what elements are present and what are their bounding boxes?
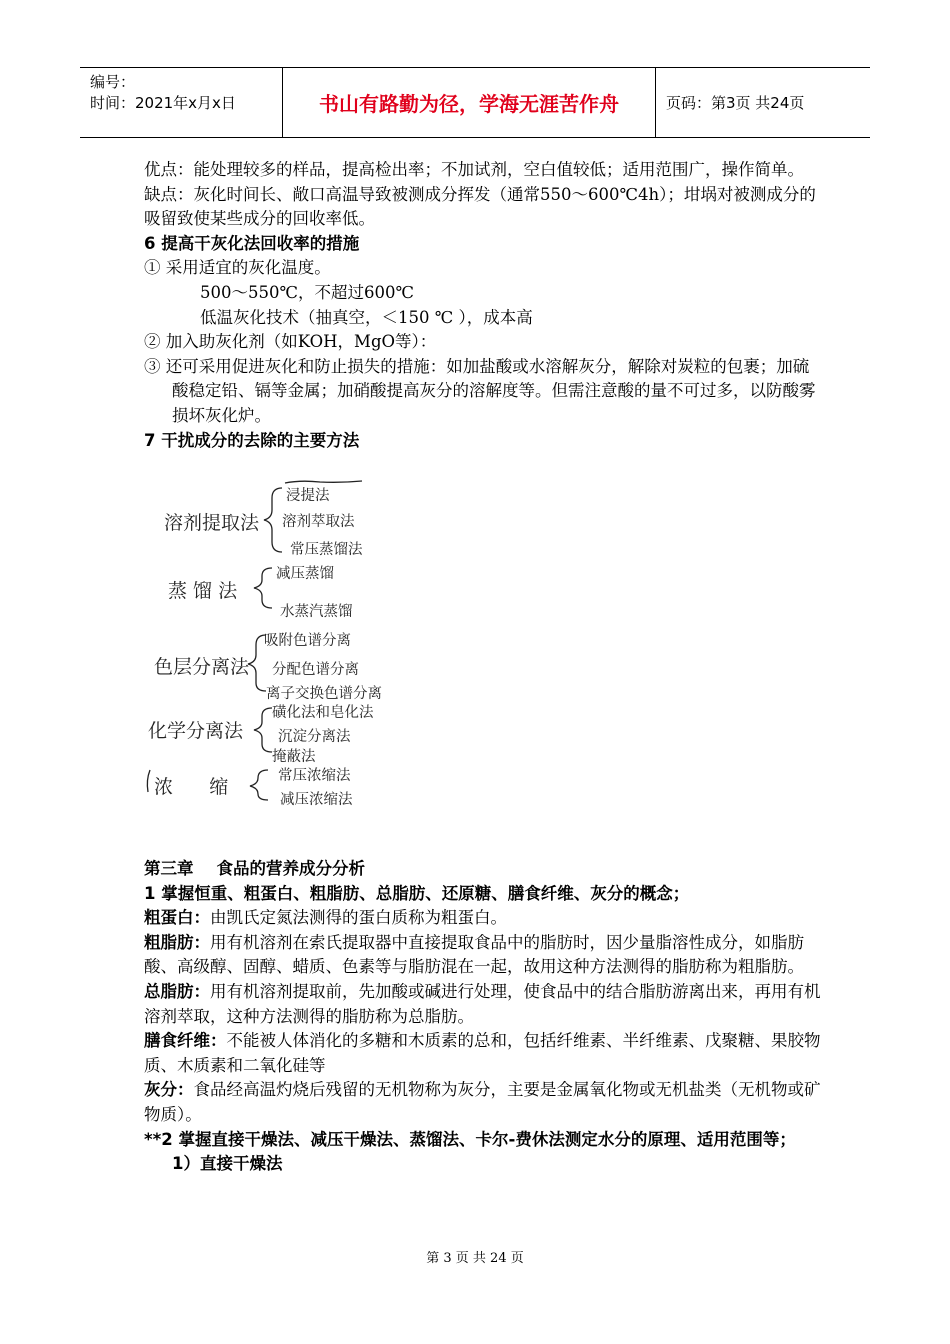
- def-crude-fat: [144, 931, 824, 980]
- group-distillation: 蒸 馏 法: [168, 580, 238, 602]
- item-steam-distillation: 水蒸汽蒸馏: [280, 604, 353, 620]
- item-vacuum-distillation: 减压蒸馏: [276, 566, 334, 582]
- time-label: 时间：2021年x月x日: [90, 94, 236, 112]
- measure-2: ② 加入助灰化剂（如KOH，MgO等）：: [144, 332, 437, 352]
- motto: 书山有路勤为径，学海无涯苦作舟: [282, 68, 656, 137]
- header-left-cell: [80, 68, 282, 137]
- item-partition-chromatography: 分配色谱分离: [272, 662, 359, 678]
- lower-section: [144, 857, 824, 1177]
- group-concentration: 浓 缩: [154, 776, 229, 798]
- text-total-fat: 用有机溶剂提取前，先加酸或碱进行处理，使食品中的结合脂肪游离出来，再用有机溶剂萃取，这种方法测得的脂肪称为总脂肪。: [144, 981, 821, 1026]
- text-ash: 食品经高温灼烧后残留的无机物称为灰分，主要是金属氧化物或无机盐类（无机物或矿物质）。: [144, 1080, 821, 1124]
- group-solvent-extraction: 溶剂提取法: [164, 512, 260, 534]
- item-masking: 掩蔽法: [272, 749, 316, 765]
- term-crude-protein: 粗蛋白：: [144, 908, 210, 928]
- heading-6: 6 提高干灰化法回收率的措施: [144, 233, 360, 253]
- group-chemical-separation: 化学分离法: [148, 720, 244, 742]
- chapter-title: 第三章 食品的营养成分分析: [144, 859, 365, 878]
- code-label: 编号：: [90, 73, 136, 91]
- heading-1: 1 掌握恒重、粗蛋白、粗脂肪、总脂肪、还原糖、膳食纤维、灰分的概念；: [144, 883, 690, 903]
- item-adsorption-chromatography: 吸附色谱分离: [264, 633, 351, 649]
- text-dietary-fiber: 不能被人体消化的多糖和木质素的总和，包括纤维素、半纤维素、戊聚糖、果胶物质、木质素和二氧化硅等: [144, 1031, 821, 1075]
- def-total-fat: [144, 980, 824, 1029]
- measure-1a: 500～550℃，不超过600℃: [200, 282, 414, 302]
- subheading-direct-drying: 1）直接干燥法: [172, 1154, 283, 1174]
- measure-3: ③ 还可采用促进灰化和防止损失的措施：如加盐酸或水溶解灰分，解除对炭粒的包裹；加硫酸稳定铅、镉等金属；加硝酸提高灰分的溶解度等。但需注意酸的量不可过多，以防酸雾损坏灰化炉。: [144, 356, 816, 425]
- advantages: 优点：能处理较多的样品，提高检出率；不加试剂，空白值较低；适用范围广，操作简单。: [144, 160, 804, 179]
- term-crude-fat: 粗脂肪：: [144, 932, 210, 952]
- page-footer: 第 3 页 共 24 页: [426, 1251, 524, 1266]
- measure-1: ① 采用适宜的灰化温度。: [144, 258, 331, 278]
- text-crude-fat: 用有机溶剂在索氏提取器中直接提取食品中的脂肪时，因少量脂溶性成分，如脂肪酸、高级醇、固醇、蜡质、色素等与脂肪混在一起，故用这种方法测得的脂肪称为粗脂肪。: [144, 932, 804, 977]
- header-table: [80, 67, 870, 138]
- text-crude-protein: 由凯氏定氮法测得的蛋白质称为粗蛋白。: [210, 908, 507, 928]
- item-atm-concentration: 常压浓缩法: [278, 768, 351, 784]
- item-vacuum-concentration: 减压浓缩法: [280, 792, 353, 808]
- item-leaching: 浸提法: [286, 488, 330, 504]
- item-sulfonation-saponification: 磺化法和皂化法: [272, 705, 374, 721]
- group-chromatography: 色层分离法: [154, 656, 250, 678]
- def-crude-protein: [144, 906, 824, 931]
- heading-2: **2 掌握直接干燥法、减压干燥法、蒸馏法、卡尔-费休法测定水分的原理、适用范围等；: [144, 1129, 796, 1149]
- separation-methods-diagram: [140, 480, 460, 810]
- item-atm-distillation: 常压蒸馏法: [290, 542, 363, 558]
- term-ash: 灰分：: [144, 1080, 194, 1100]
- term-total-fat: 总脂肪：: [144, 981, 210, 1001]
- item-ion-exchange: 离子交换色谱分离: [266, 686, 382, 702]
- def-ash: [144, 1078, 824, 1127]
- term-dietary-fiber: 膳食纤维：: [144, 1031, 227, 1051]
- page-label: 页码：第3页 共24页: [666, 94, 805, 112]
- heading-7: 7 干扰成分的去除的主要方法: [144, 430, 360, 450]
- item-precipitation: 沉淀分离法: [278, 729, 351, 745]
- measure-1b: 低温灰化技术（抽真空，＜150 ℃ ），成本高: [200, 307, 533, 327]
- def-dietary-fiber: [144, 1029, 824, 1078]
- disadvantages: 缺点：灰化时间长、敞口高温导致被测成分挥发（通常550～600℃4h）；坩埚对被测成分的吸留致使某些成分的回收率低。: [144, 184, 816, 229]
- item-solvent-extraction: 溶剂萃取法: [282, 514, 355, 530]
- upper-section: [144, 158, 824, 453]
